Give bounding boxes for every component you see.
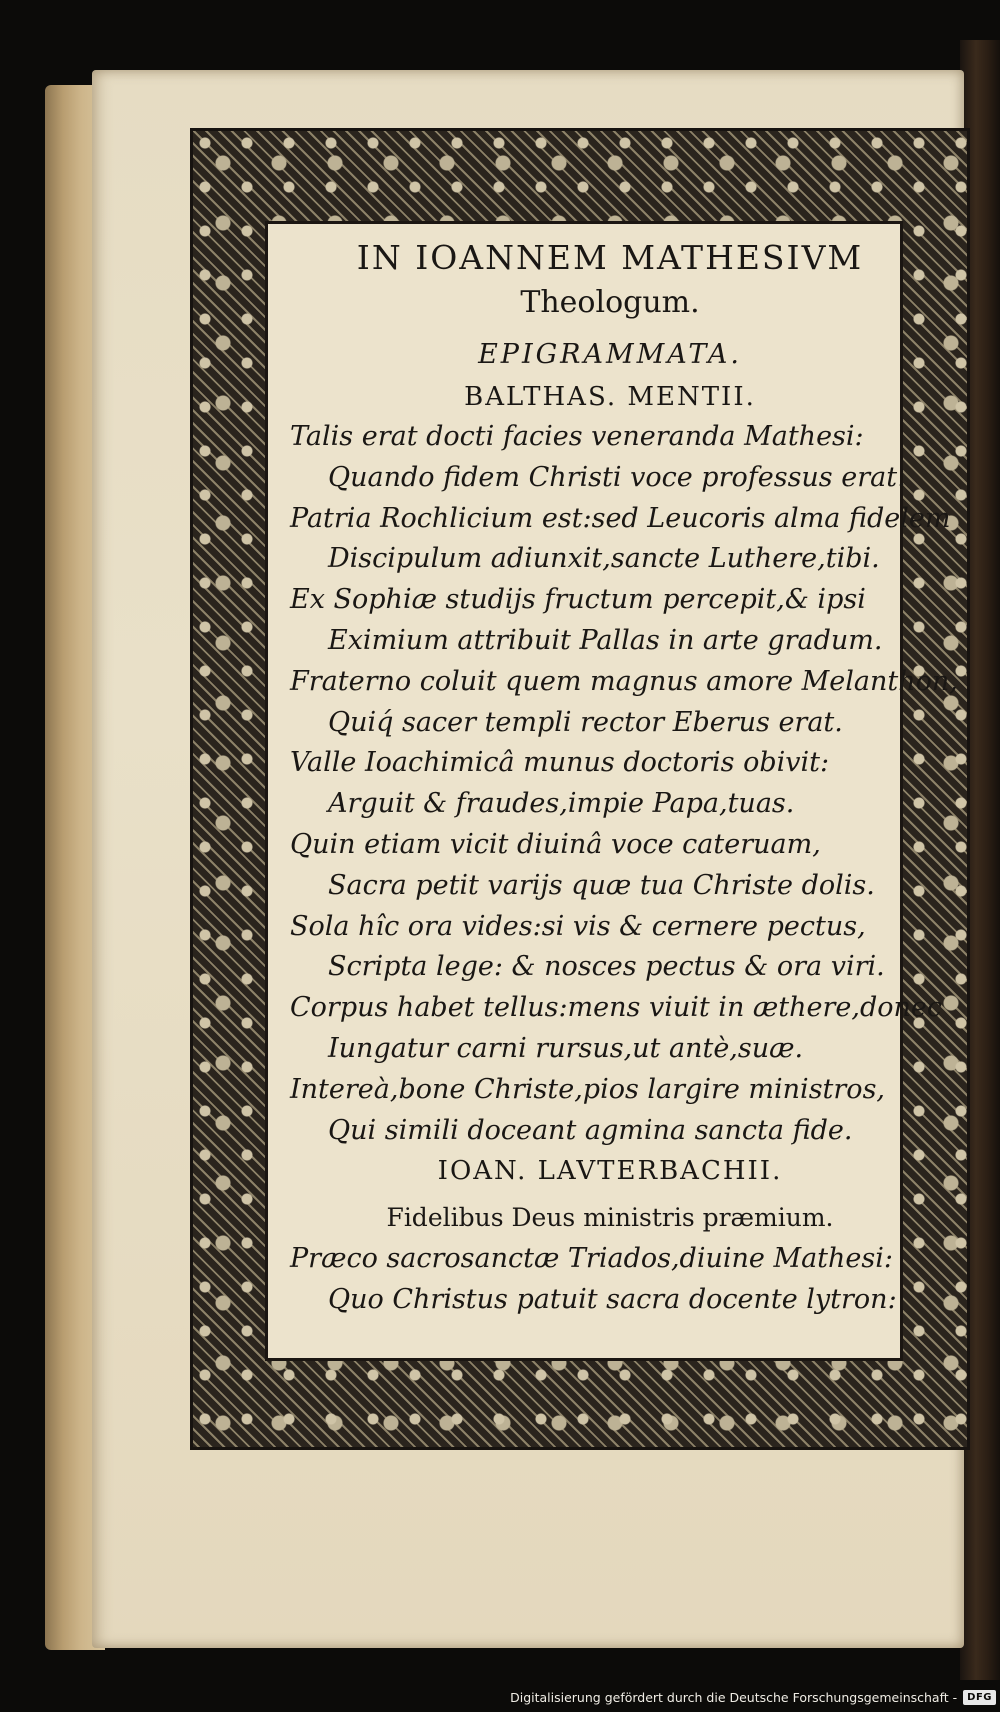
verse-line: Quiq́ sacer templi rector Eberus erat. (328, 706, 843, 738)
author-heading: IOAN. LAVTERBACHII. (437, 1156, 783, 1187)
page-text (290, 235, 958, 1321)
author-heading: BALTHAS. MENTII. (464, 382, 756, 412)
digitization-credit (510, 1686, 996, 1708)
verse-line: Quin etiam vicit diuinâ voce cateruam, (290, 828, 821, 860)
motto-line: Fidelibus Deus ministris præmium. (386, 1203, 834, 1233)
verse-line: Quo Christus patuit sacra docente lytron: (328, 1284, 897, 1316)
verse-line: Arguit & fraudes,impie Papa,tuas. (328, 788, 795, 820)
verse-line: Valle Ioachimicâ munus doctoris obivit: (290, 747, 830, 779)
verse-line: Qui simili doceant agmina sancta fide. (328, 1114, 853, 1146)
verse-line: Fraterno coluit quem magnus amore Melanthon, (290, 665, 958, 697)
verse-line: Iungatur carni rursus,ut antè,suæ. (328, 1032, 804, 1064)
credit-text: Digitalisierung gefördert durch die Deutsche Forschungsgemeinschaft - (510, 1689, 958, 1705)
verse-line: Præco sacrosanctæ Triados,diuine Mathesi: (290, 1243, 893, 1275)
title-line-2: Theologum. (520, 285, 700, 320)
title-line-1: IN IOANNEM MATHESIVM (356, 238, 864, 277)
verse-line: Sola hîc ora vides:si vis & cernere pectus, (290, 910, 866, 942)
verse-line: Corpus habet tellus:mens viuit in æthere,donec (290, 992, 943, 1024)
verse-line: Patria Rochlicium est:sed Leucoris alma fidelem (290, 502, 951, 534)
verse-line: Quando fidem Christi voce professus erat. (328, 461, 906, 493)
verse-line: Sacra petit varijs quæ tua Christe dolis. (328, 869, 875, 901)
verse-line: Eximium attribuit Pallas in arte gradum. (328, 624, 883, 656)
verse-line: Scripta lege: & nosces pectus & ora viri. (328, 951, 885, 983)
verse-line: Talis erat docti facies veneranda Mathesi: (290, 421, 864, 452)
verse-line: Ex Sophiæ studijs fructum percepit,& ipsi (290, 584, 866, 616)
verse-line: Intereà,bone Christe,pios largire ministros, (290, 1073, 886, 1105)
dfg-logo-icon: DFG (963, 1690, 996, 1705)
verse-line: Discipulum adiunxit,sancte Luthere,tibi. (328, 543, 880, 575)
section-heading: EPIGRAMMATA. (478, 339, 742, 370)
